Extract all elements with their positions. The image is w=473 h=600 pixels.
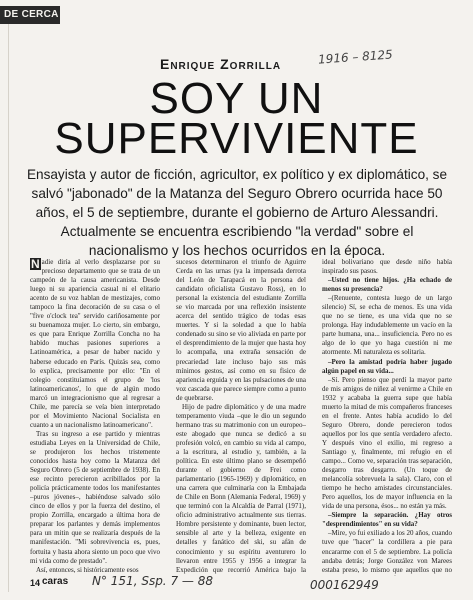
body-column-3	[322, 258, 452, 576]
paragraph: Hijo de padre diplomático y de una madre temperamento viuda –que le dio un segundo hermano tras su matrimonio con un europeo– este abogado que nunca se dedicó a su profesión volcó, en cambio su vida al campo, a la escritura, al estudio y, también, a la política. En este último plano se desempeñó durante el gobierno de Frei como parlamentario (1965-1969) y diplomático, en una carrera que culminaría con la Embajada de Chile en Bonn (Alemania Federal, 1969) y que terminó con la Alcaldía de Parral (1971), oficio administrativo actualmente sus tierras. Hombre persistente y dominante, buen lector, sensible al arte y la belleza, exigente en detalles y fanático del ski, su afán de conocimiento y su espíritu aventurero lo llevaron entre 1955 y 1956 a integrar la Expedición que recorrió América bajo la	[176, 402, 306, 574]
article-deck: Ensayista y autor de ficción, agricultor, ex político y ex diplomático, se salvó "jabonado" de la Matanza del Seguro Obrero ocurrida hace 50 años, el 5 de septiembre, durante el gobierno de Arturo Alessandri. Actualmente se encuentra escribiendo "la verdad" sobre el nacionalismo y los hechos ocurridos en la época.	[26, 167, 448, 258]
article-body	[30, 258, 452, 576]
dropcap: N	[31, 258, 40, 271]
paragraph: ideal bolivariano que desde niño había inspirado sus pasos.	[322, 258, 452, 276]
handwritten-date-annotation: 1916 – 8125	[317, 47, 394, 67]
interview-question: –Pero la amistad podría haber jugado algún papel en su vida...	[322, 357, 452, 375]
page-number: 14	[30, 578, 41, 588]
paragraph: adie diría al verlo desplazarse por su precioso departamento que se trata de un campeón de la causa americanista. Desde luego ni su apariencia casual ni el elitario acento de su voz hablan de mestizajes, como tampoco la fina decoración de su casa o el "five o'clock tea" servido cariñosamente por su buenamoza mujer. Lo cierto, sin embargo, es que para Enrique Zorrilla Concha no ha habido muchas pasiones superiores a Latinoamérica, a pesar de haber nacido y haberse educado en París. Quizás sea, como lo explica, precisamente por ello: "En el colegio constituíamos el grupo de 'los latinoamericanos', lo que de algún modo marcó un integracionismo que al regresar a Chile, me parecía se veía bien interpretado por el Movimiento Nacional Socialista en cuanto a un nacionalismo latinoamericano".	[30, 258, 160, 429]
magazine-name: caras	[42, 576, 69, 587]
interview-question: –Siempre la separación. ¿Hay otros "desprendimientos" en su vida?	[322, 511, 452, 529]
headline-line-1: SOY UN	[149, 74, 324, 123]
archive-code: 000162949	[310, 578, 379, 592]
body-column-1	[30, 258, 160, 576]
author-byline: Enrique Zorrilla	[160, 56, 282, 72]
interview-answer: –Mire, yo fui exiliado a los 20 años, cuando tuve que "hacer" la cordillera a pie para encararme con el 5 de septiembre. La policía andaba detrás; Jorge González von Marees estaba preso, lo mismo que aquellos que no	[322, 529, 452, 574]
interview-question: –Usted no tiene hijos. ¿Ha echado de menos su presencia?	[322, 276, 452, 294]
interview-answer: –Sí. Pero pienso que perdí la mayor parte de mis amigos de niñez al venirme a Chile en 1932 y acababa la guerra supe que había muerto la mitad de mis compañeros franceses en el frente. Antes había acudido lo del Seguro Obrero, donde perecieron todos aquellos por los que sentía verdadero afecto. Y después vino el exilio, mi regreso a Santiago y, finalmente, mi refugio en el campo... Como ve, separación tras separación, desgarro tras desgarro. (Un toque de melancolía sobrevuela la sala). Claro, con el tiempo he hecho amistades circunstanciales. Pero aquellos, los de mayor influencia en la vida de una persona, ésos... no están ya más.	[322, 375, 452, 511]
paragraph: Tras su ingreso a ese partido y mientras estudiaba Leyes en la Universidad de Chile, se produjeron los hechos tristemente conocidos hasta hoy como la Matanza del Seguro Obrero (5 de septiembre de 1938). En ese recinto perecieron acribillados por la policía prácticamente todos los manifestantes –puros jóvenes–, habiéndose salvado sólo cinco de ellos y por la fuerza del destino, el propio Zorrilla, encargado a última hora de preparar los parlantes y demás implementos para un mitin que se realizaría después de la manifestación. "Mi sobrevivencia es, pues, fortuita y hasta ahora siento un poco que vivo mi vida como de prestado".	[30, 429, 160, 565]
handwritten-issue-note: N° 151, Ssp. 7 — 88	[92, 574, 213, 588]
headline-line-2: SUPERVIVIENTE	[54, 114, 419, 163]
paragraph: sucesos determinaron el triunfo de Aguirre Cerda en las urnas (ya la impensada derrota del León de Tarapacá en la persona del candidato oficialista Gustavo Ross), en lo personal la existencia del estudiante Zorrilla se vio marcada por una reflexión insistente acerca del sentido trágico de todas esas muertes. Y si la soledad a que lo había condenado su sino se vio aliviada en parte por el desprendimiento de la mujer que hasta hoy lo acompaña, una extraña sensación de precariedad late incluso bajo sus más mínimos gestos, así como en su fisico de apariencia erguida y en las pulsaciones de una voz cascada que parece siempre como a punto de quebrarse.	[176, 258, 306, 402]
interview-answer: –(Renuente, contesta luego de un largo silencio) Sí, se echa de menos. Es una vida que no se tiene, es una vida que no se prolonga. Hay indudablemente un vacío en la parte humana, una... insuficiencia. Pero no es algo de lo que yo haga cuestión ni me atormente. Mi naturaleza es solitaria.	[322, 294, 452, 357]
body-column-2	[176, 258, 306, 576]
section-tab: DE CERCA	[0, 6, 60, 24]
paragraph: Así, entonces, si históricamente esos	[36, 565, 139, 574]
